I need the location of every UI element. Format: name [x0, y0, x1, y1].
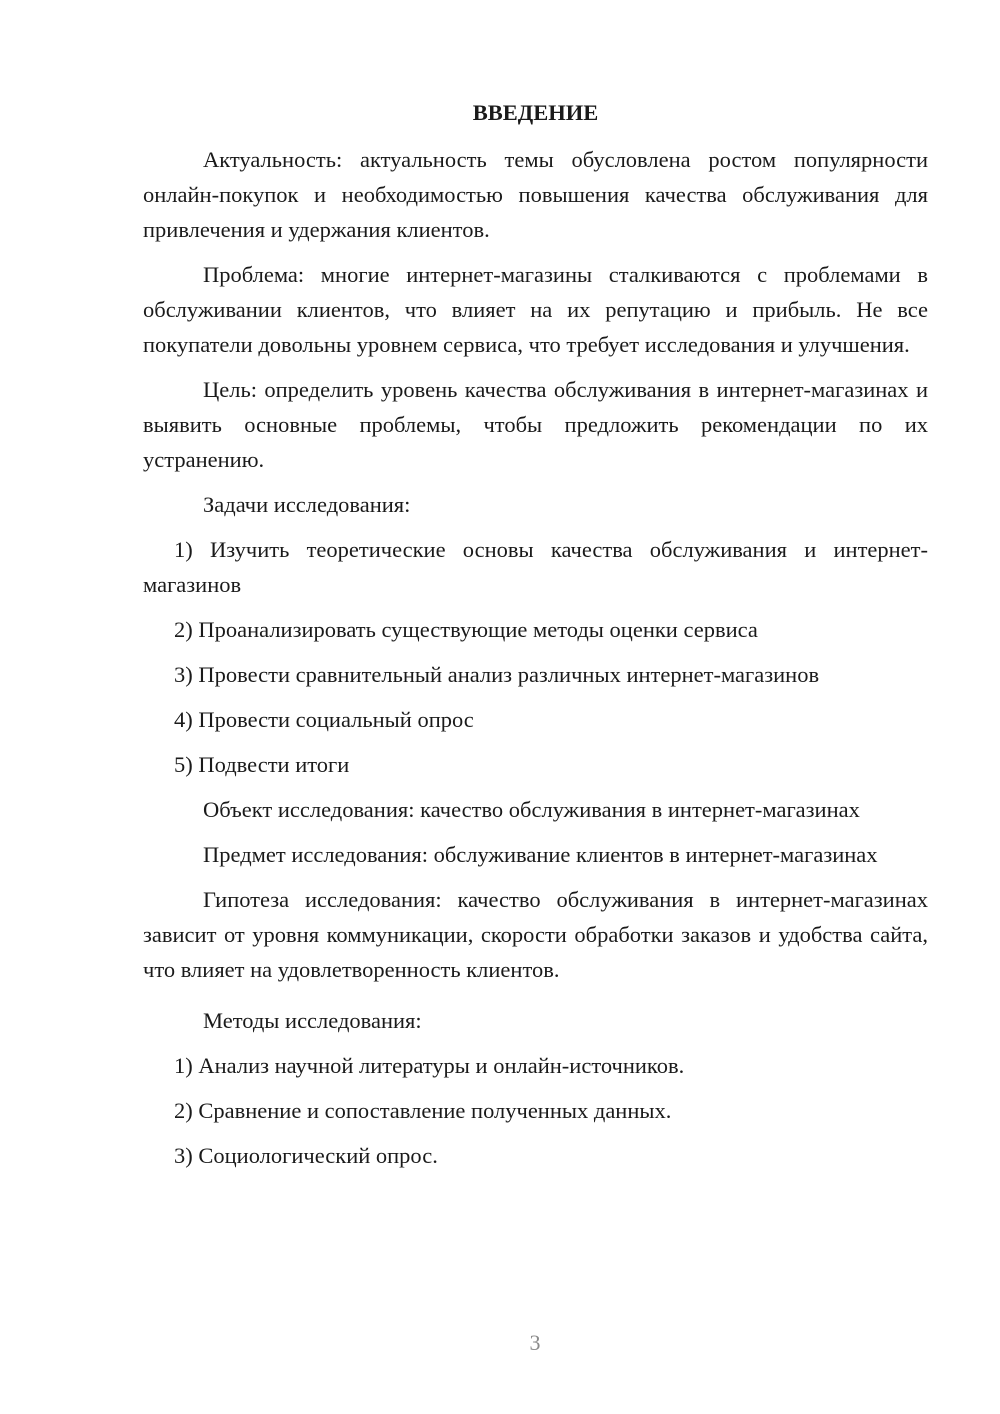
method-item-3: 3) Социологический опрос.: [174, 1143, 438, 1168]
page-number: 3: [529, 1330, 541, 1355]
task-item-1: 1) Изучить теоретические основы качества обслуживания и интернет-магазинов: [143, 537, 928, 597]
hypothesis-paragraph: Гипотеза исследования: качество обслуживания в интернет-магазинах зависит от уровня коммуникации, скорости обработки заказов и удобства сайта, что влияет на удовлетворенность клиентов.: [143, 887, 928, 982]
page-content: [143, 95, 928, 1183]
task-item-3: 3) Провести сравнительный анализ различных интернет-магазинов: [174, 662, 820, 687]
method-item-1: 1) Анализ научной литературы и онлайн-источников.: [174, 1053, 685, 1078]
method-item-2: 2) Сравнение и сопоставление полученных данных.: [174, 1098, 672, 1123]
task-item-4: 4) Провести социальный опрос: [174, 707, 474, 732]
task-item-5: 5) Подвести итоги: [174, 752, 350, 777]
subject-paragraph: Предмет исследования: обслуживание клиентов в интернет-магазинах: [203, 842, 878, 867]
problem-paragraph: Проблема: многие интернет-магазины сталкиваются с проблемами в обслуживании клиентов, что влияет на их репутацию и прибыль. Не все покупатели довольны уровнем сервиса, что требует исследования и улучшения.: [143, 262, 928, 357]
tasks-heading: Задачи исследования:: [203, 492, 411, 517]
relevance-paragraph: Актуальность: актуальность темы обусловлена ростом популярности онлайн-покупок и необходимостью повышения качества обслуживания для привлечения и удержания клиентов.: [143, 147, 928, 242]
object-paragraph: Объект исследования: качество обслуживания в интернет-магазинах: [203, 797, 860, 822]
methods-heading: Методы исследования:: [203, 1008, 422, 1033]
goal-paragraph: Цель: определить уровень качества обслуживания в интернет-магазинах и выявить основные проблемы, чтобы предложить рекомендации по их устранению.: [143, 377, 928, 472]
section-title: ВВЕДЕНИЕ: [472, 100, 599, 125]
task-item-2: 2) Проанализировать существующие методы оценки сервиса: [174, 617, 758, 642]
